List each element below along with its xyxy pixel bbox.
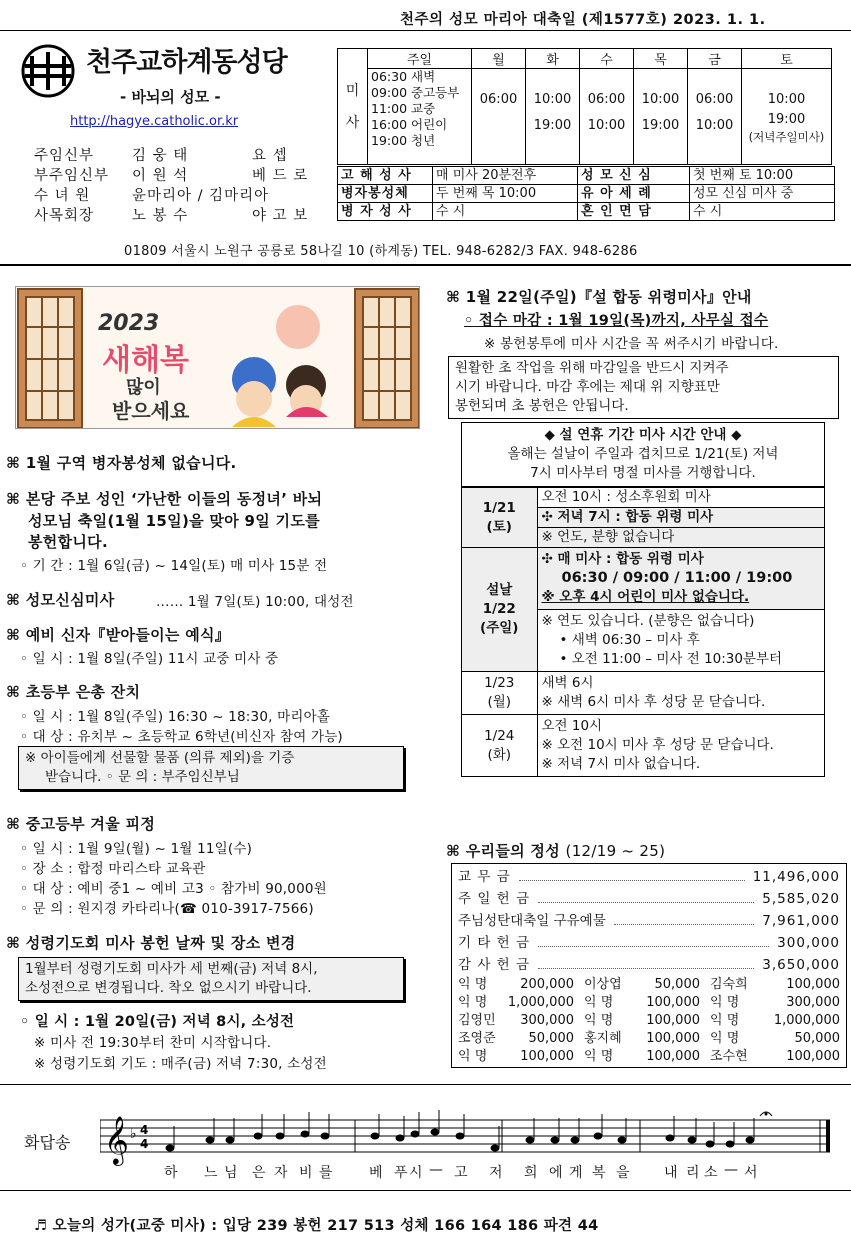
day-header: 토 <box>742 49 832 69</box>
psalm-note <box>166 1145 175 1152</box>
psalm-staff <box>100 1108 835 1168</box>
psalm-syllable: 에 <box>549 1165 563 1181</box>
children-festival-time: ◦ 일 시 : 1월 8일(주일) 16:30 ~ 18:30, 마리아홀 <box>20 709 331 725</box>
offering-row: 교 무 금 11,496,000 <box>458 866 840 888</box>
psalm-note <box>594 1133 603 1140</box>
wed-times: 06:00 10:00 <box>580 69 634 165</box>
psalm-note <box>746 1137 755 1144</box>
notice-children-festival: ⌘ 초등부 은총 잔치 <box>6 683 141 701</box>
notice-catechumen: ⌘ 예비 신자『받아들이는 예식』 <box>6 626 231 644</box>
psalm-syllable: 베 <box>369 1165 383 1181</box>
youth-retreat-time: ◦ 일 시 : 1월 9일(월) ~ 1월 11일(수) <box>20 841 253 857</box>
psalm-note <box>321 1133 330 1140</box>
memorial-candle-box: 원활한 초 작업을 위해 마감일을 반드시 지켜주 시기 바랍니다. 마감 후에는 제대 위 지향표만 봉헌되며 초 봉헌은 안됩니다. <box>448 356 839 419</box>
notice-youth-retreat: ⌘ 중고등부 겨울 피정 <box>6 815 156 833</box>
mass-schedule-table <box>337 48 832 165</box>
bullet-icon: ⌘ <box>6 626 26 644</box>
psalm-syllable: 고 <box>454 1165 468 1181</box>
children-festival-note-box: ※ 아이들에게 선물할 물품 (의류 제외)을 기증 받습니다. ◦ 문 의 : 부주임신부님 <box>18 746 404 790</box>
psalm-syllable: 느 <box>204 1165 218 1181</box>
banner-line2: 많이 <box>126 377 161 398</box>
notice-novena-period: ◦ 기 간 : 1월 6일(금) ~ 14일(토) 매 미사 15분 전 <box>20 558 328 574</box>
notice-sick-communion: ⌘ 1월 구역 병자봉성체 없습니다. <box>6 454 237 472</box>
schedule-row: 설날 1/22 (주일) ✣ 매 미사 : 합동 위령 미사 06:30 / 09:00 / 11:00 / 19:00 ※ 오후 4시 어린이 미사 없습니다. <box>462 548 824 610</box>
psalm-syllable: 님 <box>224 1165 238 1181</box>
prayer-group-note2: ※ 성령기도회 기도 : 매주(금) 저녁 7:30, 소성전 <box>34 1056 327 1072</box>
sacrament-info-table: 고 해 성 사 매 미사 20분전후 성 모 신 심 첫 번째 토 10:00 병자봉성체 두 번째 목 10:00 유 아 세 례 성모 신심 미사 중 병 자 성 사 수 시 혼 인 면 담 수 시 <box>337 166 835 221</box>
psalm-note <box>226 1137 235 1144</box>
notice-marian-mass: ⌘ 성모신심미사 <box>6 591 115 609</box>
new-year-banner <box>15 286 420 429</box>
psalm-syllable: 푸 <box>394 1165 408 1181</box>
bullet-icon: ⌘ <box>6 591 26 609</box>
offering-row: 감 사 헌 금 3,650,000 <box>458 954 840 976</box>
parish-logo-icon <box>18 44 80 100</box>
prayer-group-time: ◦ 일 시 : 1월 20일(금) 저녁 8시, 소성전 <box>20 1014 295 1030</box>
schedule-title: ◆ 설 연휴 기간 미사 시간 안내 ◆ <box>544 427 742 443</box>
mon-times: 06:00 <box>472 69 526 165</box>
day-header: 목 <box>634 49 688 69</box>
psalm-syllable: 저 <box>489 1165 503 1181</box>
psalm-syllable: — <box>429 1162 443 1178</box>
day-header: 화 <box>526 49 580 69</box>
tue-times: 10:00 19:00 <box>526 69 580 165</box>
psalm-note <box>706 1141 715 1148</box>
psalm-syllable: 자 <box>274 1165 288 1181</box>
psalm-syllable: 시 <box>409 1165 423 1181</box>
schedule-row: 1/21 (토) 오전 10시 : 성소후원회 미사 <box>462 488 824 508</box>
notice-catechumen-time: ◦ 일 시 : 1월 8일(주일) 11시 교중 미사 중 <box>20 651 279 667</box>
parish-subtitle: - 바뇌의 성모 - <box>120 88 221 106</box>
hymn-numbers: ♬ 오늘의 성가(교중 미사) : 입당 239 봉헌 217 513 성체 166 164 186 파견 44 <box>34 1218 599 1234</box>
psalm-note <box>411 1131 420 1138</box>
psalm-note <box>396 1135 405 1142</box>
psalm-label: 화답송 <box>24 1133 71 1152</box>
psalm-syllable: 를 <box>319 1165 333 1181</box>
staff-row: 수 녀 원 윤마리아 / 김마리아 <box>34 188 270 204</box>
notice-novena-line2: 성모님 축일(1월 15일)을 맞아 9일 기도를 <box>28 512 320 530</box>
prayer-group-note1: ※ 미사 전 19:30부터 찬미 시작합니다. <box>34 1035 272 1051</box>
svg-text:4: 4 <box>140 1137 149 1151</box>
offering-row: 주님성탄대축일 구유예물 7,961,000 <box>458 910 840 932</box>
bullet-icon: ⌘ <box>6 454 26 472</box>
address-line: 01809 서울시 노원구 공릉로 58나길 10 (하계동) TEL. 948-6282/3 FAX. 948-6286 <box>124 244 638 259</box>
staff-list <box>34 146 352 226</box>
banner-year: 2023 <box>98 311 160 336</box>
psalm-note <box>276 1133 285 1140</box>
psalm-syllable: 하 <box>164 1165 178 1181</box>
psalm-syllable: 내 <box>664 1165 678 1181</box>
offering-box <box>451 863 847 1068</box>
lunar-new-year-schedule: ◆ 설 연휴 기간 미사 시간 안내 ◆ 올해는 설날이 주일과 겹치므로 1/21(토) 저녁 7시 미사부터 명절 미사를 거행합니다. 1/21 (토) 오전 10시 : 성소후원회 미사 ✣ 저녁 7시 : 합동 위령 미사 ※ 언도, 분향 없습니다 설날 1/22 (주일) ✣ 매 미사 : 합동 위령 미사 06:30 / 09:00 / 11:00 / 19:00 ※ 오후 4시 어린이 미사 없습니다. ※ 연도 있습니다. (분향은 없습니다) • 새벽 06:30 – 미사 후 • 오전 11:00 – 미사 전 10:30분부터 1/23 (월) 새벽 6시 ※ 새벽 6시 미사 후 성당 문 닫습니다. 1/24 (화) 오전 10시 ※ 오전 10시 미사 후 성당 문 닫습니다. ※ 저녁 7시 미사 없습니다. <box>461 422 825 777</box>
notice-memorial-mass: ⌘ 1월 22일(주일)『설 합동 위령미사』안내 <box>446 288 752 306</box>
prayer-group-box: 1월부터 성령기도회 미사가 세 번째(금) 저녁 8시, 소성전으로 변경됩니다. 착오 없으시기 바랍니다. <box>18 957 404 1001</box>
parish-url-link[interactable]: http://hagye.catholic.or.kr <box>70 114 239 129</box>
notice-marian-mass-time: …… 1월 7일(토) 10:00, 대성전 <box>156 594 354 610</box>
schedule-row: 1/24 (화) 오전 10시 ※ 오전 10시 미사 후 성당 문 닫습니다. ※ 저녁 7시 미사 없습니다. <box>462 715 824 777</box>
psalm-note <box>491 1145 500 1152</box>
day-header: 주일 <box>368 49 472 69</box>
fri-times: 06:00 10:00 <box>688 69 742 165</box>
children-festival-target: ◦ 대 상 : 유치부 ~ 초등학교 6학년(비신자 참여 가능) <box>20 729 343 745</box>
sat-times: 10:00 19:00 (저녁주일미사) <box>742 69 832 165</box>
banner-line1: 새해복 <box>102 343 189 378</box>
psalm-syllable: 비 <box>299 1165 313 1181</box>
psalm-note <box>618 1137 627 1144</box>
psalm-note <box>726 1141 735 1148</box>
mass-side-label: 미 사 <box>338 49 368 165</box>
bullet-icon: ⌘ <box>6 815 26 833</box>
psalm-note <box>206 1137 215 1144</box>
psalm-note <box>571 1137 580 1144</box>
bullet-icon: ⌘ <box>6 934 26 952</box>
psalm-syllable: 은 <box>252 1165 266 1181</box>
bullet-icon: ⌘ <box>446 842 466 860</box>
day-header: 월 <box>472 49 526 69</box>
psalm-note <box>371 1133 380 1140</box>
psalm-note <box>688 1137 697 1144</box>
memorial-envelope-note: ※ 봉헌봉투에 미사 시간을 꼭 써주시기 바랍니다. <box>484 336 779 352</box>
day-header: 금 <box>688 49 742 69</box>
music-bottom-rule <box>0 1190 851 1191</box>
offering-row: 기 타 헌 금 300,000 <box>458 932 840 954</box>
psalm-syllable: 소 <box>704 1165 718 1181</box>
psalm-note <box>666 1135 675 1142</box>
notice-novena-line3: 봉헌합니다. <box>28 533 108 551</box>
youth-retreat-contact: ◦ 문 의 : 원지경 카타리나(☎ 010-3917-7566) <box>20 901 314 917</box>
psalm-lyrics <box>0 1162 851 1184</box>
psalm-note <box>254 1133 263 1140</box>
staff-row: 사목회장 노 봉 수 야 고 보 <box>34 208 309 224</box>
svg-text:♭: ♭ <box>130 1126 137 1142</box>
notice-prayer-group: ⌘ 성령기도회 미사 봉헌 날짜 및 장소 변경 <box>6 934 296 952</box>
psalm-syllable: 을 <box>616 1165 630 1181</box>
notice-novena-title: ⌘ 본당 주보 성인 ‘가난한 이들의 동정녀’ 바뇌 <box>6 490 323 508</box>
memorial-deadline: ◦ 접수 마감 : 1월 19일(목)까지, 사무실 접수 <box>464 313 769 329</box>
psalm-note <box>551 1137 560 1144</box>
psalm-syllable: — <box>724 1162 738 1178</box>
psalm-syllable: 게 <box>569 1165 583 1181</box>
youth-retreat-target: ◦ 대 상 : 예비 중1 ~ 예비 고3 ◦ 참가비 90,000원 <box>20 881 327 897</box>
offering-row: 주 일 헌 금 5,585,020 <box>458 888 840 910</box>
staff-row: 주임신부 김 웅 태 요 셉 <box>34 148 288 164</box>
svg-text:4: 4 <box>140 1123 149 1137</box>
lattice-window-icon <box>16 287 420 429</box>
svg-text:𝄞: 𝄞 <box>104 1115 129 1164</box>
psalm-syllable: 희 <box>524 1165 538 1181</box>
music-top-rule <box>0 1084 851 1085</box>
bullet-icon: ⌘ <box>446 288 466 306</box>
donor-grid: 익 명 200,000 이상엽 50,000 김숙희 100,000 익 명 1,000,000 익 명 100,000 익 명 300,000 김영민 300,000 익 명 100,000 익 명 1,000,000 조영준 50,000 홍지혜 100,000 익 명 50,000 익 명 100,000 익 명 100,000 조수현 100,000 <box>458 977 840 1064</box>
header-rule <box>0 30 851 31</box>
psalm-note <box>456 1133 465 1140</box>
address-rule <box>0 264 851 266</box>
psalm-note <box>526 1137 535 1144</box>
offering-title: ⌘ 우리들의 정성 (12/19 ~ 25) <box>446 842 666 860</box>
schedule-row: 1/23 (월) 새벽 6시 ※ 새벽 6시 미사 후 성당 문 닫습니다. <box>462 672 824 715</box>
bullet-icon: ⌘ <box>6 683 26 701</box>
psalm-note <box>431 1129 440 1136</box>
psalm-note <box>301 1131 310 1138</box>
bullet-icon: ⌘ <box>6 490 26 508</box>
parish-name: 천주교하계동성당 <box>86 47 287 78</box>
psalm-syllable: 리 <box>686 1165 700 1181</box>
banner-line3: 받으세요 <box>112 399 190 423</box>
thu-times: 10:00 19:00 <box>634 69 688 165</box>
psalm-syllable: 서 <box>744 1165 758 1181</box>
issue-line: 천주의 성모 마리아 대축일 (제1577호) 2023. 1. 1. <box>400 12 766 28</box>
psalm-syllable: 복 <box>592 1165 606 1181</box>
youth-retreat-place: ◦ 장 소 : 합정 마리스타 교육관 <box>20 861 206 877</box>
sunday-times: 06:30 새벽 09:00 중고등부 11:00 교중 16:00 어린이 19:00 청년 <box>368 69 472 165</box>
day-header: 수 <box>580 49 634 69</box>
staff-row: 부주임신부 이 원 석 베 드 로 <box>34 168 309 184</box>
psalm-notes <box>166 1110 755 1152</box>
